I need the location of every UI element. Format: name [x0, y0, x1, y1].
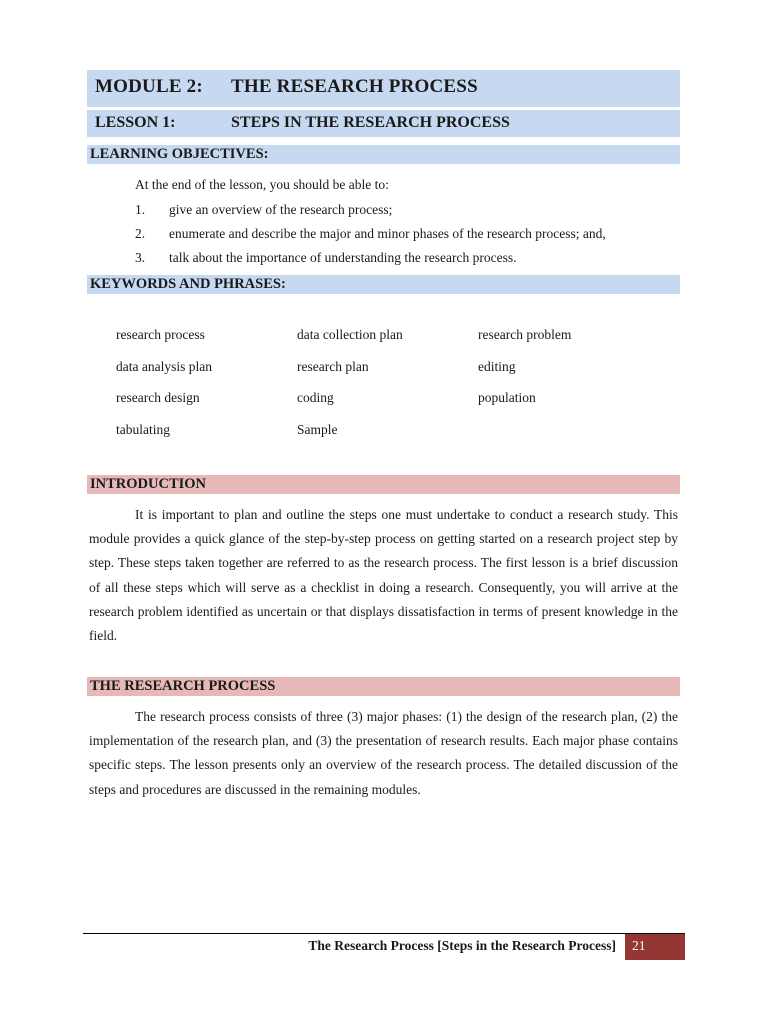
- objective-number: 1.: [135, 202, 146, 217]
- module-label: MODULE 2:: [95, 76, 203, 97]
- introduction-heading-bar: [87, 475, 680, 494]
- objective-text: enumerate and describe the major and minor phases of the research process; and,: [169, 226, 606, 241]
- introduction-heading: INTRODUCTION: [90, 476, 207, 492]
- keyword: population: [478, 390, 536, 405]
- objectives-heading-bar: [87, 145, 680, 164]
- objective-text: give an overview of the research process;: [169, 202, 393, 217]
- objective-number: 3.: [135, 250, 146, 265]
- keyword: data collection plan: [297, 327, 403, 342]
- introduction-paragraph: It is important to plan and outline the steps one must undertake to conduct a research study. This module provides a quick glance of the step-by-step process on getting started on a research project step by step. These steps taken together are referred to as the research process. The first lesson is a brief discussion of all these steps which will serve as a checklist in doing a research. Consequently, you will arrive at the research problem identified as uncertain or that displays dissatisfaction in terms of present knowledge in the field.: [89, 507, 678, 644]
- footer-title: The Research Process [Steps in the Research Process]: [308, 938, 616, 953]
- lesson-title: STEPS IN THE RESEARCH PROCESS: [231, 114, 510, 131]
- keyword: editing: [478, 359, 516, 374]
- lesson-label: LESSON 1:: [95, 114, 176, 131]
- keyword: research plan: [297, 359, 369, 374]
- keyword: Sample: [297, 422, 338, 437]
- page-number: 21: [632, 938, 646, 953]
- keywords-heading: KEYWORDS AND PHRASES:: [90, 276, 286, 292]
- objectives-heading: LEARNING OBJECTIVES:: [90, 146, 269, 162]
- page-number-box: [625, 934, 685, 960]
- research-process-paragraph: The research process consists of three (3) major phases: (1) the design of the research plan, (2) the implementation of the research plan, and (3) the presentation of research results. Each major phase contains specific steps. The lesson presents only an overview of the research process. The detailed discussion of the steps and procedures are discussed in the remaining modules.: [89, 709, 678, 797]
- keyword: research process: [116, 327, 205, 342]
- module-title: THE RESEARCH PROCESS: [231, 76, 478, 97]
- objective-number: 2.: [135, 226, 146, 241]
- keywords-heading-bar: [87, 275, 680, 294]
- objective-text: talk about the importance of understanding the research process.: [169, 250, 517, 265]
- footer-divider: [83, 933, 685, 934]
- keyword: coding: [297, 390, 334, 405]
- keyword: research problem: [478, 327, 572, 342]
- module-header: [87, 70, 680, 107]
- lesson-header: [87, 110, 680, 137]
- research-process-heading: THE RESEARCH PROCESS: [90, 678, 276, 694]
- objectives-intro: At the end of the lesson, you should be able to:: [135, 177, 389, 192]
- keyword: research design: [116, 390, 200, 405]
- keyword: tabulating: [116, 422, 170, 437]
- research-process-heading-bar: [87, 677, 680, 696]
- keyword: data analysis plan: [116, 359, 212, 374]
